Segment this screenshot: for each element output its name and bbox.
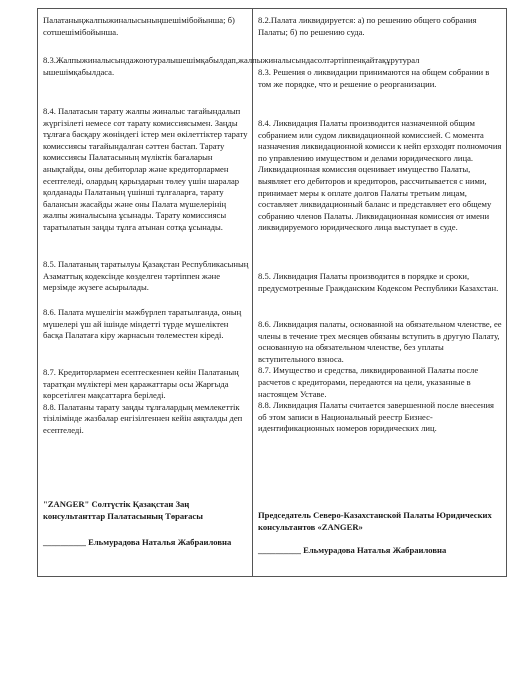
kz-paragraph-8-3: 8.3.Жалпыжиналысындажоютуралышешімқабылдап,жалпыжиналысындасолтәртіппенқайтақұрутурал ышешімқабылдаса.: [43, 55, 420, 77]
russian-column: [253, 9, 506, 576]
kz-paragraph-8-7-8-8: 8.7. Кредиторлармен есептескеннен кейін Палатаның таратқан мүліктері мен қаражаттары осы Жарғыда көрсетілген мақсаттарға беріледі. 8.8. Палатаны тарату заңды тұлғалардың мемлекеттік тізілімінде жазбалар енгізілгеннен кейін аяқталды деп есептеледі.: [43, 367, 243, 435]
ru-paragraph-8-4: 8.4. Ликвидация Палаты производится назначенной общим собранием или судом ликвидационной комиссией. С момента назначения ликвидационной комисси к нейп ерзходят полномочия по управлению имуществом и делами юридического лица. Ликвидационная комиссия оценивает имущество Палаты, выявляет его дебиторов и кредиторов, рассчитывается с ними, принимает меры к оплате долгов Палаты третьим лицам, составляет ликвидационный баланс и представляет его общему собранию членов Палаты. Ликвидационная комиссия от имени ликвидируемого юридического лица выступает в суде.: [258, 118, 502, 233]
ru-paragraph-8-2: 8.2.Палата ликвидируется: а) по решению общего собрания Палаты; б) по решению суда.: [258, 15, 477, 37]
ru-signature-line: __________ Ельмурадова Наталья Жабраиловна: [258, 545, 447, 555]
ru-paragraph-8-6-8-8: 8.6. Ликвидация палаты, основанной на обязательном членстве, ее члены в течение трех месяцев обязаны вступить в другую Палату, основанную на обязательном членстве, без уплаты вступительного взноса. 8.7. Имущество и средства, ликвидированной Палаты после расчетов с кредиторами, передаются на цели, указанные в настоящем Уставе. 8.8. Ликвидация Палаты считается завершенной после внесения об этом записи в Национальный реестр Бизнес-идентификационных номеров юридических лиц.: [258, 319, 502, 434]
kz-signature-line: __________ Ельмурадова Наталья Жабраиловна: [43, 537, 232, 547]
document-table: [37, 8, 507, 577]
ru-signature-title: Председатель Северо-Казахстанской Палаты Юридических консультантов «ZANGER»: [258, 510, 492, 532]
kz-signature-title: "ZANGER" Солтүстік Қазақстан Заң консультанттар Палатасының Төрағасы: [43, 499, 203, 521]
ru-paragraph-8-5: 8.5. Ликвидация Палаты производится в порядке и сроки, предусмотренные Гражданским Кодексом Республики Казахстан.: [258, 271, 499, 293]
ru-paragraph-8-3: 8.3. Решения о ликвидации принимаются на общем собрании в том же порядке, что и решение о реорганизации.: [258, 67, 490, 89]
kz-paragraph-8-5: 8.5. Палатаның таратылуы Қазақстан Республикасының Азаматтық кодексінде көзделген тәртіппен және мерзімде жүзеге асырылады.: [43, 259, 249, 293]
kz-paragraph-8-4: 8.4. Палатасын тарату жалпы жиналыс тағайындалып жүргізілеті немесе сот тарату комиссиясымен. Заңды тұлғаға басқару жөніндегі істер мен өкілеттіктер тарату комиссиясы тағайындалған сәттен бастап. Тарату комиссиясы Палатасының мүліктік бағаларын анықтайды, оны дебиторлар және кредиторлармен есептеледі, олардың қарыздарын төлеу үшін шаралар қолданады Палатаның үшінші тұлғаларға, тарату балансын жасайды және оны Палата мүшелерінің жалпы жиналысына ұсынады. Тарату комиссиясы таратылатын заңды тұлға атынан сотқа ұсынады.: [43, 106, 248, 232]
kz-paragraph-8-2: Палатаныңжалпыжиналысыныңшешімібойынша; б) сотшешімібойынша.: [43, 15, 235, 37]
kz-paragraph-8-6: 8.6. Палата мүшелігін мәжбүрлеп таратылғанда, оның мүшелері үш ай ішінде міндетті түрде мүшеліктен басқа Палатаға кіру жарнасын төлеместен кіреді.: [43, 307, 242, 341]
